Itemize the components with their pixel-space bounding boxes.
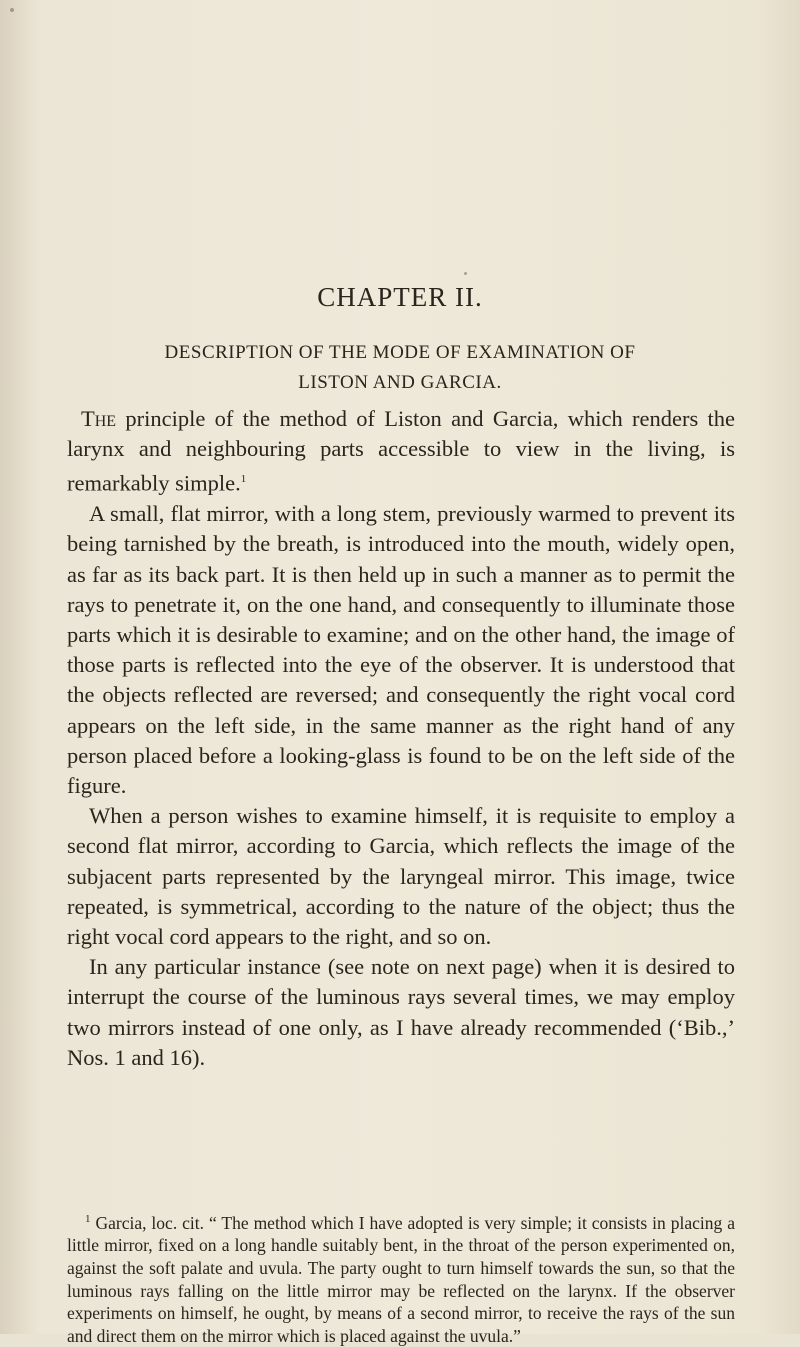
paragraph-lead-word: The xyxy=(81,406,117,431)
chapter-title: CHAPTER II. xyxy=(317,282,483,312)
chapter-heading xyxy=(120,338,680,398)
body-text xyxy=(67,404,735,1073)
footnote-1 xyxy=(67,1208,735,1347)
chapter-heading-line-2: LISTON AND GARCIA. xyxy=(298,372,502,393)
paragraph-3: When a person wishes to examine himself, it is requisite to employ a second flat mirror, according to Garcia, which reflects the image of the subjacent parts represented by the laryngeal mirror. This image, twice repeated, is symmetrical, according to the nature of the object; thus the right vocal cord appears to the right, and so on. xyxy=(67,803,735,949)
footnote-marker: 1 xyxy=(85,1213,91,1225)
paragraph-1 xyxy=(67,404,735,499)
paragraph-4: In any particular instance (see note on next page) when it is desired to interrupt the course of the luminous rays several times, we may employ two mirrors instead of one only, as I have already recommended (‘Bib.,’ Nos. 1 and 16). xyxy=(67,954,735,1070)
footnotes xyxy=(67,1208,735,1347)
footnote-reference: 1 xyxy=(240,473,247,486)
page-stain xyxy=(10,8,14,12)
footnote-1-text: Garcia, loc. cit. “ The method which I have adopted is very simple; it consists in placing a little mirror, fixed on a long handle suitably bent, in the throat of the person experimented on, against the soft palate and uvula. The party ought to turn himself towards the sun, so that the luminous rays falling on the little mirror may be reflected on the larynx. If the observer experiments on himself, he ought, by means of a second mirror, to receive the rays of the sun and direct them on the mirror which is placed against the uvula.” xyxy=(67,1212,735,1346)
paragraph-1-text: principle of the method of Liston and Garcia, which renders the larynx and neighbouring parts accessible to view in the living, is remarkably simple. xyxy=(67,406,735,496)
chapter-heading-line-1: DESCRIPTION OF THE MODE OF EXAMINATION OF xyxy=(164,342,636,363)
paragraph-2: A small, flat mirror, with a long stem, previously warmed to prevent its being tarnished by the breath, is introduced into the mouth, widely open, as far as its back part. It is then held up in such a manner as to permit the rays to penetrate it, on the one hand, and consequently to illuminate those parts which it is desirable to examine; and on the other hand, the image of those parts is reflected into the eye of the observer. It is understood that the objects reflected are reversed; and consequently the right vocal cord appears on the left side, in the same manner as the right hand of any person placed before a looking-glass is found to be on the left side of the figure. xyxy=(67,501,735,798)
page-speck xyxy=(464,272,467,275)
